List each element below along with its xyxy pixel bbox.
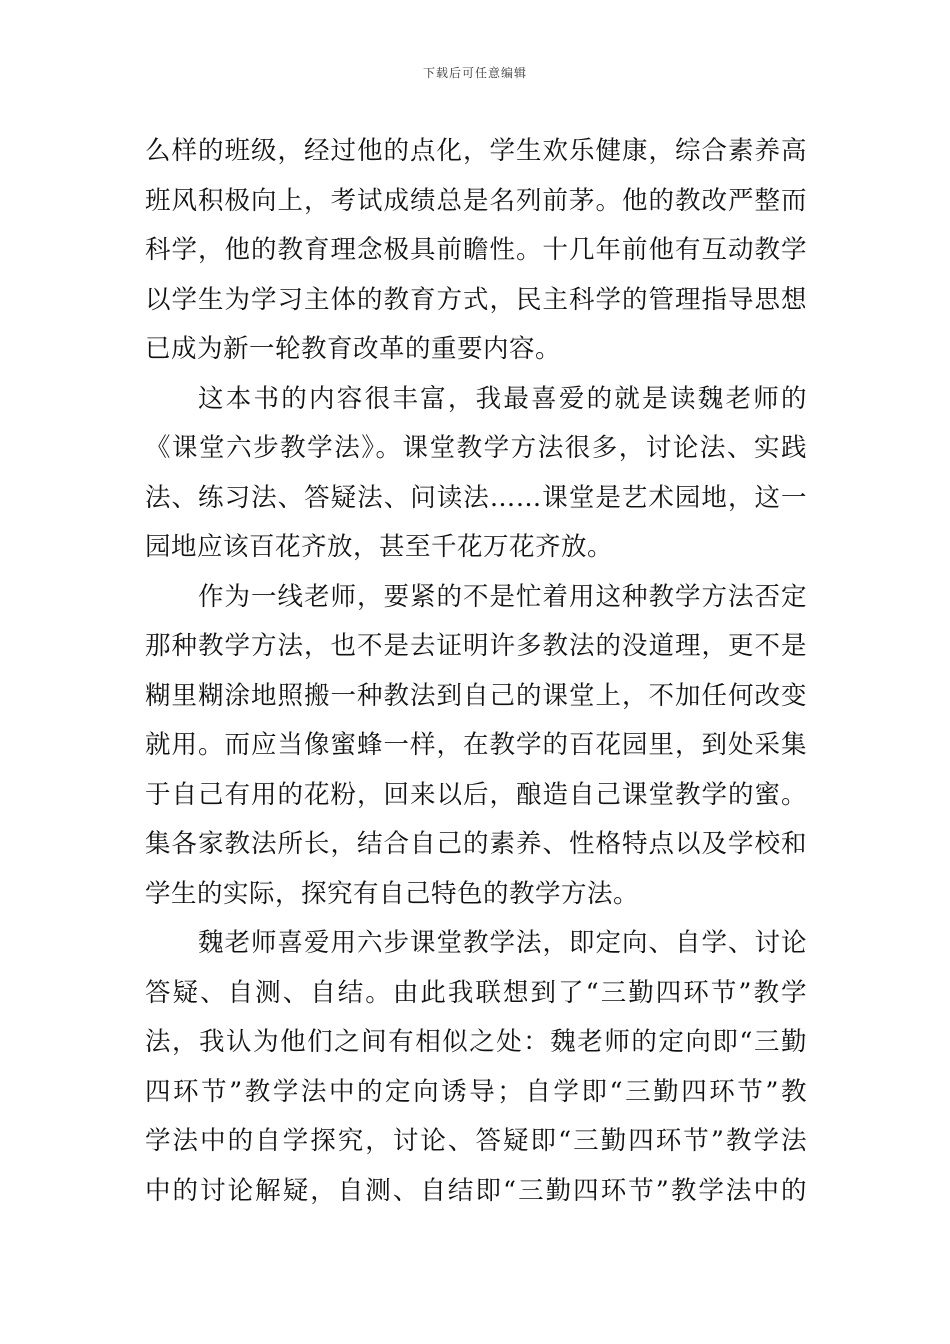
text-line: 园地应该百花齐放，甚至千花万花齐放。	[145, 532, 614, 562]
text-line: 集各家教法所长，结合自己的素养、性格特点以及学校和	[145, 829, 807, 859]
text-line: 法、练习法、答疑法、问读法……课堂是艺术园地，这一	[145, 482, 807, 513]
paragraph-start-line: 这本书的内容很丰富，我最喜爱的就是读魏老师的	[198, 383, 807, 414]
text-line: 以学生为学习主体的教育方式，民主科学的管理指导思想	[145, 284, 807, 315]
text-line: 就用。而应当像蜜蜂一样，在教学的百花园里，到处采集	[145, 730, 807, 760]
text-line: 于自己有用的花粉，回来以后，酿造自己课堂教学的蜜。	[145, 779, 807, 810]
paragraph-start-line: 作为一线老师，要紧的不是忙着用这种教学方法否定	[198, 581, 807, 612]
text-line: 糊里糊涂地照搬一种教法到自己的课堂上，不加任何改变	[145, 680, 807, 711]
text-line: 班风积极向上，考试成绩总是名列前茅。他的教改严整而	[145, 185, 807, 216]
text-line: 法，我认为他们之间有相似之处：魏老师的定向即“三勤	[145, 1027, 807, 1057]
text-line: 那种教学方法，也不是去证明许多教法的没道理，更不是	[145, 631, 807, 661]
paragraph-start-line: 魏老师喜爱用六步课堂教学法，即定向、自学、讨论	[198, 928, 807, 958]
document-body	[145, 127, 807, 1216]
text-line: 么样的班级，经过他的点化，学生欢乐健康，综合素养高	[145, 136, 807, 166]
text-line: 四环节”教学法中的定向诱导；自学即“三勤四环节”教	[145, 1076, 807, 1107]
text-line: 科学，他的教育理念极具前瞻性。十几年前他有互动教学	[145, 235, 807, 265]
text-line: 中的讨论解疑，自测、自结即“三勤四环节”教学法中的	[145, 1175, 807, 1206]
text-line: 学法中的自学探究，讨论、答疑即“三勤四环节”教学法	[145, 1126, 807, 1156]
text-line: 《课堂六步教学法》。课堂教学方法很多，讨论法、实践	[145, 433, 807, 463]
page-header: 下载后可任意编辑	[422, 66, 527, 80]
text-line: 已成为新一轮教育改革的重要内容。	[145, 334, 562, 364]
text-line: 学生的实际，探究有自己特色的教学方法。	[145, 878, 640, 909]
text-line: 答疑、自测、自结。由此我联想到了“三勤四环节”教学	[145, 977, 807, 1008]
